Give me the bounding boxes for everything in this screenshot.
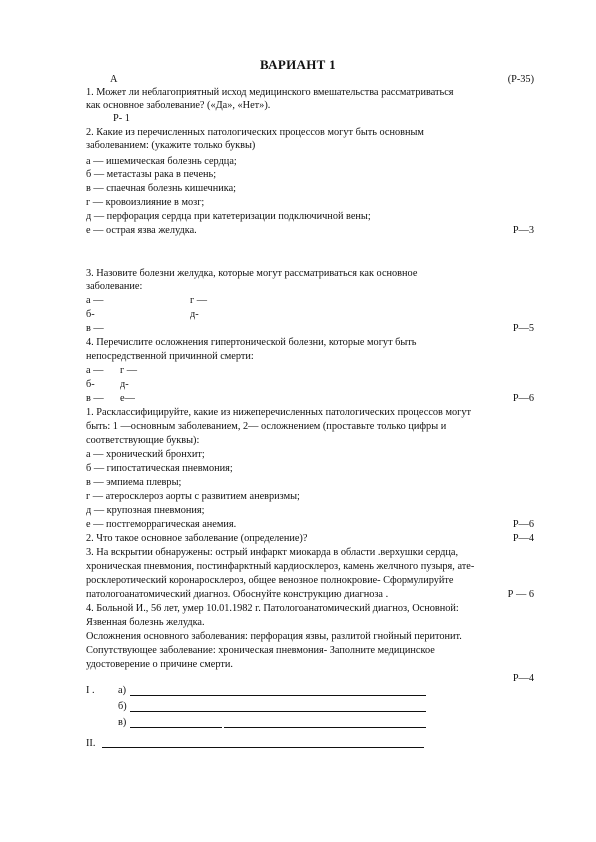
q5-line-1: 1. Расклассифицируйте, какие из нижеперечисленных патологических процессов могут <box>86 407 472 418</box>
q2-option-e: е — острая язва желудка. <box>86 225 197 236</box>
q7-line-2: хроническая пневмония, постинфарктный кардиосклероз, камень желчного пузыря, ате- <box>86 561 475 572</box>
form-line-v-field-right[interactable] <box>224 727 426 728</box>
q3-answer-v[interactable]: в — <box>86 323 104 334</box>
q7-line-4: патологоанатомический диагноз. Обоснуйте конструкцию диагноза . <box>86 589 389 600</box>
q3-answer-b[interactable]: б- <box>86 309 95 320</box>
q8-line-5: удостоверение о причине смерти. <box>86 659 233 670</box>
q3-score: Р—5 <box>512 323 534 334</box>
q4-answer-v[interactable]: в — <box>86 393 104 404</box>
q8-score: Р—4 <box>512 673 534 684</box>
q2-option-g: г — кровоизлияние в мозг; <box>86 197 205 208</box>
variant-letter: А <box>110 74 118 85</box>
q1-line-1: 1. Может ли неблагоприятный исход медицинского вмешательства рассматриваться <box>86 87 454 98</box>
q3-answer-d[interactable]: д- <box>190 309 199 320</box>
q2-option-d: д — перфорация сердца при катетеризации подключичной вены; <box>86 211 371 222</box>
form-line-v-label: в) <box>118 717 127 728</box>
q2-option-v: в — спаечная болезнь кишечника; <box>86 183 237 194</box>
q4-answer-a[interactable]: а — <box>86 365 104 376</box>
form-section-2-label: II. <box>86 738 96 749</box>
q3-line-1: 3. Назовите болезни желудка, которые могут рассматриваться как основное <box>86 268 418 279</box>
q1-score: Р- 1 <box>113 113 130 124</box>
q4-answer-e[interactable]: е— <box>120 393 135 404</box>
q5-option-b: б — гипостатическая пневмония; <box>86 463 233 474</box>
q5-option-g: г — атеросклероз аорты с развитием аневризмы; <box>86 491 300 502</box>
q7-line-3: росклеротический коронаросклероз, общее венозное полнокровие- Сформулируйте <box>86 575 454 586</box>
q4-line-2: непосредственной причинной смерти: <box>86 351 254 362</box>
q5-option-v: в — эмпиема плевры; <box>86 477 182 488</box>
q6-score: Р—4 <box>512 533 534 544</box>
q4-answer-d[interactable]: д- <box>120 379 129 390</box>
form-line-v-field-left[interactable] <box>130 727 222 728</box>
form-section-1-label: I . <box>86 685 95 696</box>
q8-line-1: 4. Больной И., 56 лет, умер 10.01.1982 г. Патологоанатомический диагноз, Основной: <box>86 603 459 614</box>
q1-line-2: как основное заболевание? («Да», «Нет»). <box>86 100 271 111</box>
q5-option-a: а — хронический бронхит; <box>86 449 205 460</box>
q4-answer-g[interactable]: г — <box>120 365 138 376</box>
total-score: (Р-35) <box>507 74 534 85</box>
q4-line-1: 4. Перечислите осложнения гипертонической болезни, которые могут быть <box>86 337 417 348</box>
q5-line-3: соответствующие буквы): <box>86 435 200 446</box>
q8-line-3: Осложнения основного заболевания: перфорация язвы, разлитой гнойный перитонит. <box>86 631 462 642</box>
q7-line-1: 3. На вскрытии обнаружены: острый инфаркт миокарда в области .верхушки сердца, <box>86 547 459 558</box>
q8-line-2: Язвенная болезнь желудка. <box>86 617 205 628</box>
form-line-b-field[interactable] <box>130 711 426 712</box>
q3-answer-g[interactable]: г — <box>190 295 208 306</box>
q5-option-e: е — постгеморрагическая анемия. <box>86 519 237 530</box>
q6-text: 2. Что такое основное заболевание (определение)? <box>86 533 308 544</box>
q4-score: Р—6 <box>512 393 534 404</box>
q5-line-2: быть: 1 —основным заболеванием, 2— осложнением (проставьте только цифры и <box>86 421 447 432</box>
page-title: ВАРИАНТ 1 <box>260 57 336 72</box>
q2-score: Р—3 <box>512 225 534 236</box>
q7-score: Р — 6 <box>507 589 534 600</box>
q3-answer-a[interactable]: а — <box>86 295 104 306</box>
q5-score: Р—6 <box>512 519 534 530</box>
form-section-2-field[interactable] <box>102 747 424 748</box>
q3-line-2: заболевание: <box>86 281 143 292</box>
form-line-a-field[interactable] <box>130 695 426 696</box>
q2-line-2: заболеванием: (укажите только буквы) <box>86 140 256 151</box>
q4-answer-b[interactable]: б- <box>86 379 95 390</box>
q8-line-4: Сопутствующее заболевание: хроническая пневмония- Заполните медицинское <box>86 645 435 656</box>
q5-option-d: д — крупозная пневмония; <box>86 505 205 516</box>
q2-option-b: б — метастазы рака в печень; <box>86 169 217 180</box>
q2-line-1: 2. Какие из перечисленных патологических процессов могут быть основным <box>86 127 424 138</box>
q2-option-a: а — ишемическая болезнь сердца; <box>86 156 237 167</box>
form-line-a-label: а) <box>118 685 126 696</box>
form-line-b-label: б) <box>118 701 127 712</box>
